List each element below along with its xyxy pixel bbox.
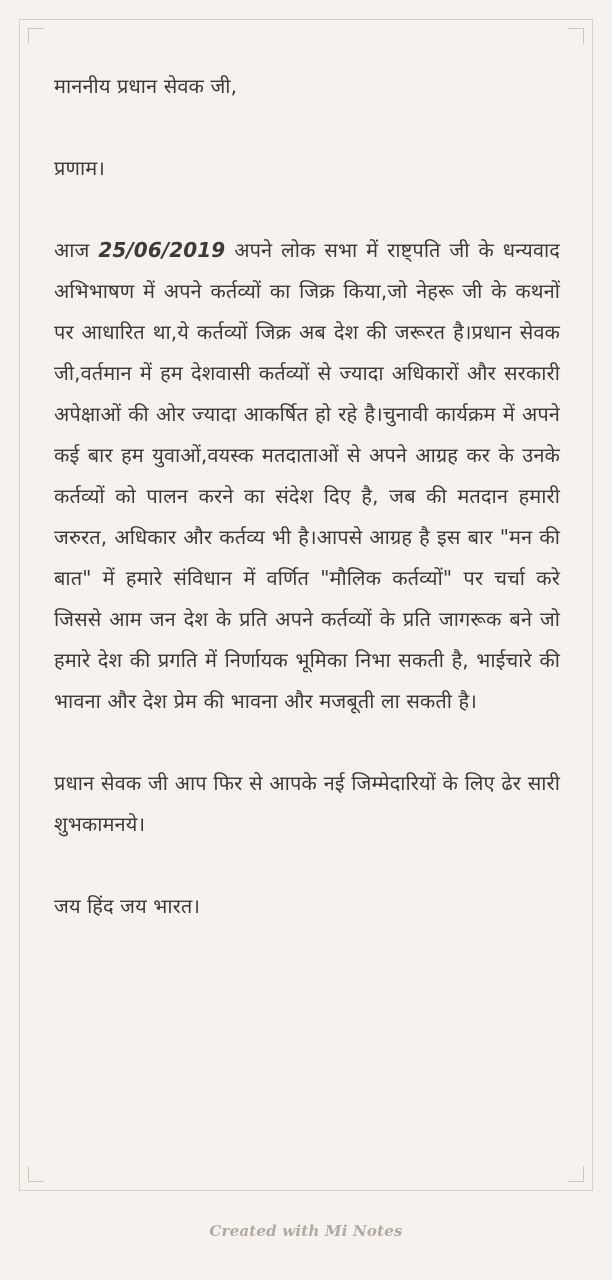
wishes-paragraph: प्रधान सेवक जी आप फिर से आपके नई जिम्मेदारियों के लिए ढेर सारी शुभकामनये।	[54, 771, 560, 836]
frame-corner-bottom-right	[568, 1166, 584, 1182]
frame-corner-bottom-left	[28, 1166, 44, 1182]
letter-date: 25/06/2019	[98, 238, 226, 262]
body-prefix: आज	[54, 238, 99, 262]
frame-corner-top-right	[568, 28, 584, 44]
created-with-footer: Created with Mi Notes	[209, 1222, 403, 1240]
greeting: प्रणाम।	[54, 156, 105, 180]
closing-line: जय हिंद जय भारत।	[54, 894, 201, 918]
note-content	[54, 66, 560, 927]
letter-body	[54, 230, 560, 722]
salutation: माननीय प्रधान सेवक जी,	[54, 74, 238, 98]
body-text: अपने लोक सभा में राष्ट्पति जी के धन्यवाद अभिभाषण में अपने कर्तव्यों का जिक्र किया,जो नेहरू जी के कथनों पर आधारित था,ये कर्तव्यों जिक्र अब देश की जरूरत है।प्रधान सेवक जी,वर्तमान में हम देशवासी कर्तव्यों से ज्यादा अधिकारों और सरकारी अपेक्षाओं की ओर ज्यादा आकर्षित हो रहे है।चुनावी कार्यक्रम में अपने कई बार हम युवाओं,वयस्क मतदाताओं से अपने आग्रह कर के उनके कर्तव्यों को पालन करने का संदेश दिए है, जब की मतदान हमारी जरुरत, अधिकार और कर्तव्य भी है।आपसे आग्रह है इस बार "मन की बात" में हमारे संविधान में वर्णित "मौलिक कर्तव्यों" पर चर्चा करे जिससे आम जन देश के प्रति अपने कर्तव्यों के प्रति जागरूक बने जो हमारे देश की प्रगति में निर्णायक भूमिका निभा सकती है, भाईचारे की भावना और देश प्रेम की भावना और मजबूती ला सकती है।	[54, 238, 560, 713]
frame-corner-top-left	[28, 28, 44, 44]
